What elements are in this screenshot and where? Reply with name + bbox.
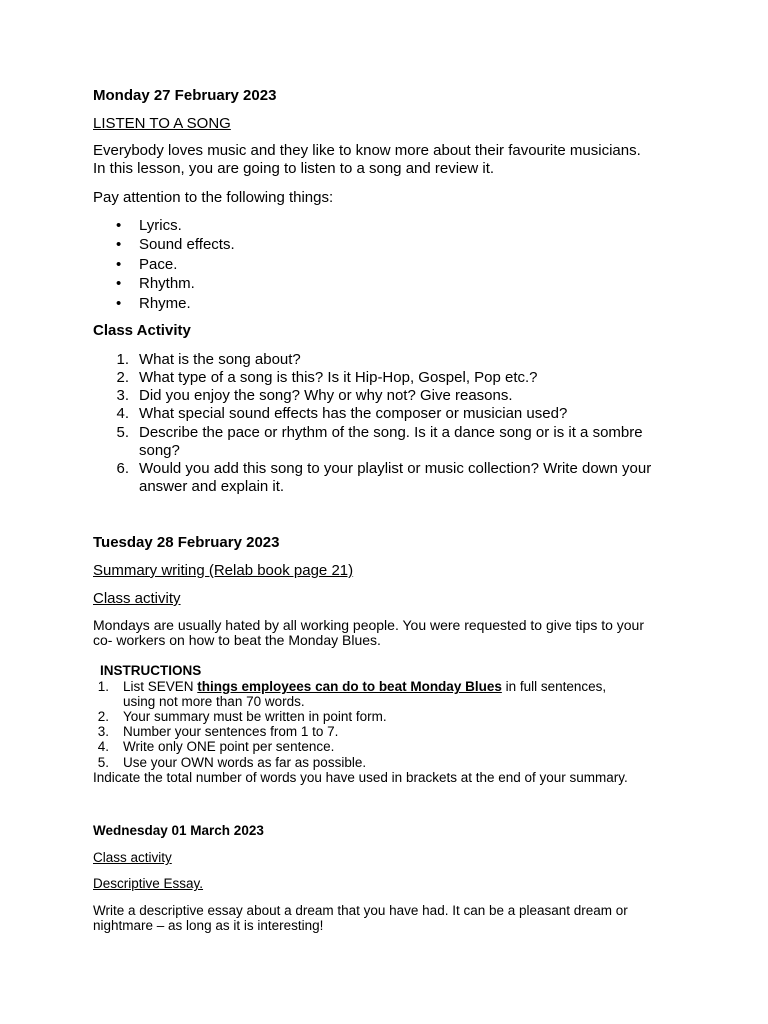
list-item-text: Rhyme. bbox=[139, 295, 191, 312]
list-item-text: Pace. bbox=[139, 256, 178, 273]
tuesday-subtitle: Class activity bbox=[93, 590, 181, 607]
list-number: 2. bbox=[97, 709, 109, 724]
list-item-text: What special sound effects has the composer or musician used? bbox=[139, 405, 568, 422]
tuesday-intro-line2: co- workers on how to beat the Monday Blues. bbox=[93, 632, 381, 648]
instruction-emphasis: things employees can do to beat Monday Blues bbox=[197, 679, 502, 694]
bullet-icon: • bbox=[116, 256, 122, 273]
tuesday-intro-line1: Mondays are usually hated by all working people. You were requested to give tips to your bbox=[93, 617, 645, 633]
list-item-text: What type of a song is this? Is it Hip-Hop, Gospel, Pop etc.? bbox=[139, 369, 538, 386]
bullet-icon: • bbox=[116, 295, 122, 312]
instruction-text: List SEVEN bbox=[123, 679, 198, 694]
list-item-text: Describe the pace or rhythm of the song. Is it a dance song or is it a sombre bbox=[139, 424, 643, 441]
list-item-text: Would you add this song to your playlist or music collection? Write down your bbox=[139, 460, 652, 477]
list-item-text: Sound effects. bbox=[139, 236, 235, 253]
list-number: 5. bbox=[97, 755, 109, 770]
bullet-icon: • bbox=[116, 236, 122, 253]
wednesday-subtitle: Class activity bbox=[93, 850, 172, 865]
list-item-text: Rhythm. bbox=[139, 275, 195, 292]
class-activity-heading: Class Activity bbox=[93, 322, 191, 339]
wednesday-title: Descriptive Essay. bbox=[93, 876, 204, 891]
list-item-continuation: using not more than 70 words. bbox=[123, 694, 305, 709]
list-item-continuation: answer and explain it. bbox=[139, 478, 285, 495]
wednesday-date: Wednesday 01 March 2023 bbox=[93, 823, 264, 838]
instruction-text: in full sentences, bbox=[501, 679, 607, 694]
list-number: 6. bbox=[116, 460, 129, 477]
tuesday-closing: Indicate the total number of words you have used in brackets at the end of your summary. bbox=[93, 770, 628, 785]
instructions-heading: INSTRUCTIONS bbox=[100, 663, 202, 678]
list-number: 4. bbox=[97, 739, 109, 754]
list-number: 1. bbox=[116, 351, 129, 368]
list-item-text: Your summary must be written in point form. bbox=[123, 709, 387, 724]
list-item-text: Lyrics. bbox=[139, 217, 182, 234]
monday-intro-line2: In this lesson, you are going to listen to a song and review it. bbox=[93, 160, 495, 177]
wednesday-intro-line2: nightmare – as long as it is interesting! bbox=[93, 918, 324, 933]
list-item-text: Use your OWN words as far as possible. bbox=[123, 755, 367, 770]
tuesday-date: Tuesday 28 February 2023 bbox=[93, 534, 280, 551]
monday-title: LISTEN TO A SONG bbox=[93, 115, 231, 132]
list-number: 2. bbox=[116, 369, 129, 386]
bullet-icon: • bbox=[116, 275, 122, 292]
list-number: 3. bbox=[97, 724, 109, 739]
list-item-text: Number your sentences from 1 to 7. bbox=[123, 724, 339, 739]
list-number: 3. bbox=[116, 387, 129, 404]
list-item-continuation: song? bbox=[139, 442, 180, 459]
monday-date: Monday 27 February 2023 bbox=[93, 87, 277, 104]
monday-attention: Pay attention to the following things: bbox=[93, 189, 334, 206]
wednesday-intro-line1: Write a descriptive essay about a dream that you have had. It can be a pleasant dream or bbox=[93, 903, 628, 918]
tuesday-title: Summary writing (Relab book page 21) bbox=[93, 562, 354, 579]
bullet-icon: • bbox=[116, 217, 122, 234]
list-item-text: Write only ONE point per sentence. bbox=[123, 739, 335, 754]
list-number: 4. bbox=[116, 405, 129, 422]
list-number: 5. bbox=[116, 424, 129, 441]
list-item-text: Did you enjoy the song? Why or why not? Give reasons. bbox=[139, 387, 513, 404]
monday-intro-line1: Everybody loves music and they like to know more about their favourite musicians. bbox=[93, 142, 641, 159]
list-item-text: What is the song about? bbox=[139, 351, 301, 368]
